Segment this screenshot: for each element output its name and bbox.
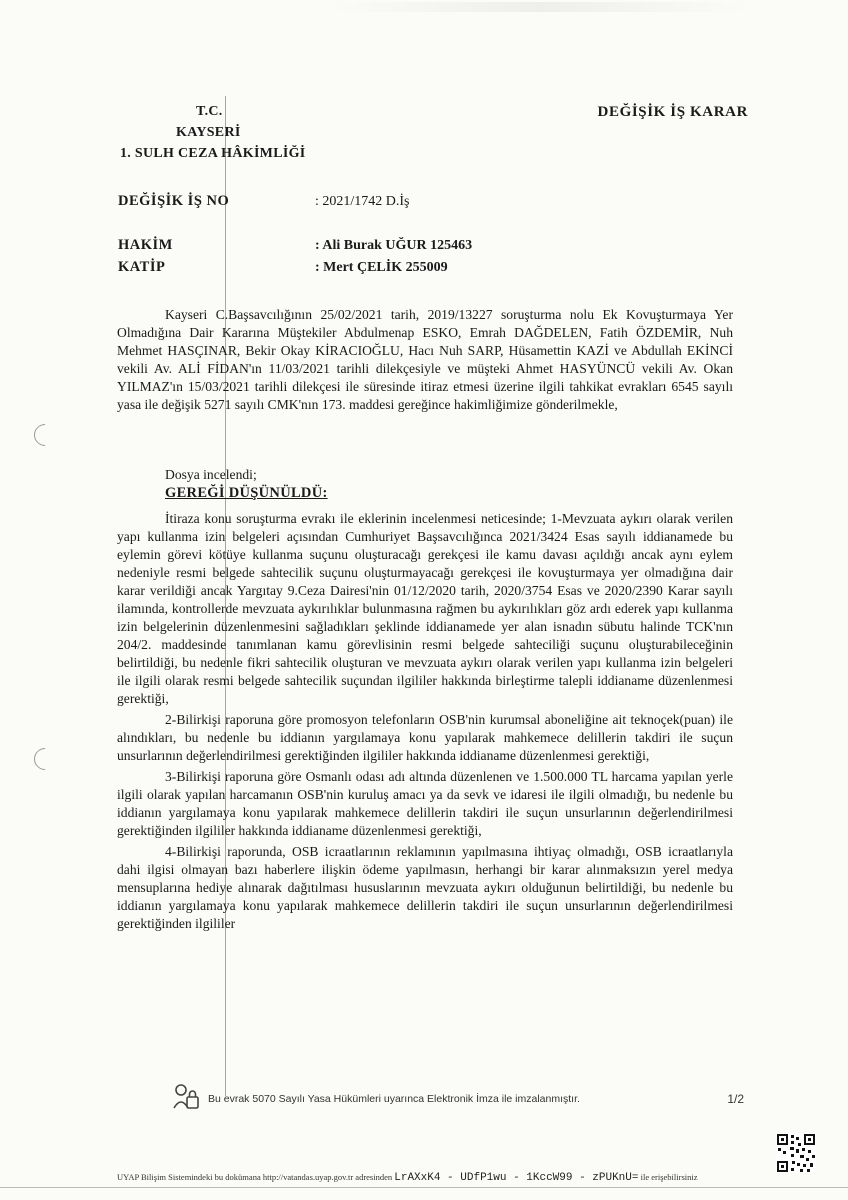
verification-code: LrAXxK4 - UDfP1wu - 1KccW99 - zPUKnU=: [394, 1172, 639, 1184]
e-signature-icon: [172, 1082, 202, 1112]
header-tc: T.C.: [196, 104, 223, 119]
judge-value: : Ali Burak UĞUR 125463: [315, 238, 473, 253]
signature-text: Bu evrak 5070 Sayılı Yasa Hükümleri uyarınca Elektronik İmza ile imzalanmıştır.: [208, 1093, 580, 1105]
reason-paragraph-1: İtiraza konu soruşturma evrakı ile eklerinin incelenmesi neticesinde; 1-Mevzuata aykırı olarak verilen yapı kullanma izin belgeleri açısından Cumhuriyet Başsavcılığınca 2021/3424 Esas sayılı iddianamede bu eylemin görevi kötüye kullanma suçunu oluşturacağı gerekçesi ile kamu davası açıldığı ancak aynı eylem nedeniyle resmi belgede sahtecilik suçunu oluşturmayacağı gerekçesi ile kovuşturmaya yer olmadığına dair karar verildiği ancak Yargıtay 9.Ceza Dairesi'nin 01/12/2020 tarih, 2020/3754 Esas ve 2020/2390 Karar sayılı ilamında, kontrollerde mevzuata aykırılıklar bulunmasına rağmen bu aykırılıkları göz ardı ederek yapı kullanma izin belgelerinin düzenlenmesini sağladıkları şeklinde iddianamede yer alan isnadın sübutu halinde TCK'nın 204/2. maddesinde tanımlanan kamu görevlisinin resmi belgede sahteciliği suçunu oluşturabileceğinin belirtildiği, bu nedenle fikri sahtecilik oluşturan ve mevzuata aykırı olarak verilen yapı kullanma izin belgeleri ile ilgili olarak resmi belgede sahtecilik suçundan ilgililer hakkında birleştirme talepli iddianame düzenlenmesi gerektiği,: [117, 511, 733, 706]
uyap-footer-prefix: UYAP Bilişim Sistemindeki bu dokümana http://vatandas.uyap.gov.tr adresinden: [117, 1172, 393, 1182]
intro-paragraph: Kayseri C.Başsavcılığının 25/02/2021 tarih, 2019/13227 soruşturma nolu Ek Kovuşturmaya Yer Olmadığına Dair Kararına Müştekiler Abdulmenap ESKO, Emrah DAĞDELEN, Fatih ÖZDEMİR, Nuh Mehmet HASÇINAR, Bekir Okay KİRACIOĞLU, Hacı Nuh SARP, Hüsamettin KAZİ ve Abdullah EKİNCİ vekili Av. ALİ FİDAN'ın 11/03/2021 tarihli dilekçesiyle ve müşteki Ahmet HASYÜNCÜ vekili Av. Okan YILMAZ'ın 15/03/2021 tarihli dilekçesi ile süresinde itiraz etmesi üzerine ilgili tahkikat evrakları 6545 sayılı yasa ile değişik 5271 sayılı CMK'nın 173. maddesi gereğince hakimliğimize gönderilmekle,: [117, 307, 733, 412]
case-number-value: : 2021/1742 D.İş: [315, 194, 410, 209]
reason-paragraph-2: 2-Bilirkişi raporuna göre promosyon telefonların OSB'nin kurumsal aboneliğine ait teknoçek(puan) ile alındıkları, bu nedenle bu iddianın yargılamaya konu yapılarak mahkemece delillerin takdiri ile suçun unsurlarının değerlendirilmesi gerektiğinden ilgililer hakkında iddianame düzenlenmesi gerektiği,: [117, 712, 733, 763]
uyap-footer-suffix: ile erişebilirsiniz: [640, 1172, 698, 1182]
page-number: 1/2: [727, 1092, 744, 1106]
clerk-value: : Mert ÇELİK 255009: [315, 260, 448, 275]
document-type-title: DEĞİŞİK İŞ KARAR: [597, 104, 748, 120]
decision-heading: GEREĞİ DÜŞÜNÜLDÜ:: [165, 485, 328, 501]
file-reviewed-line: Dosya incelendi;: [165, 467, 257, 482]
scan-streak: [330, 2, 750, 12]
judge-label: HAKİM: [118, 237, 173, 253]
decision-body: [117, 510, 733, 936]
uyap-footer: [117, 1172, 698, 1184]
reason-paragraph-4: 4-Bilirkişi raporunda, OSB icraatlarının reklamının yapılmasına ihtiyaç olmadığı, OSB icraatlarıyla dahi ilgisi olmayan bazı haberlere ilişkin ödeme yapılmasın, herhangi bir karar alınmaksızın yerel medya mensuplarına hediye alınarak dağıtılması hususlarının mevzuata aykırı olduğunun belirtildiği, bu nedenle bu iddianın yargılamaya konu yapılarak mahkemece delillerin takdiri ile suçun unsurlarının değerlendirilmesi gerektiğinden ilgililer: [117, 844, 733, 931]
qr-code-icon: [776, 1133, 816, 1173]
header-court: 1. SULH CEZA HÂKİMLİĞİ: [120, 146, 306, 161]
header-city: KAYSERİ: [176, 125, 241, 140]
reason-paragraph-3: 3-Bilirkişi raporuna göre Osmanlı odası adı altında düzenlenen ve 1.500.000 TL harcama yapılan yerle ilgili olarak yapılan harcamanın OSB'nin kuruluş amacı ya da sevk ve idaresi ile ilgili olmadığı, bu nedenle bu iddianın yargılamaya konu yapılarak mahkemece delillerin takdiri ile suçun unsurlarının değerlendirilmesi gerektiğinden ilgililer hakkında iddianame düzenlenmesi gerektiği,: [117, 769, 733, 838]
e-signature-note: [172, 1082, 748, 1112]
intro-paragraph-block: [117, 306, 733, 417]
clerk-label: KATİP: [118, 259, 166, 275]
punch-hole-mark: [29, 743, 60, 774]
case-number-label: DEĞİŞİK İŞ NO: [118, 193, 230, 209]
punch-hole-mark: [29, 419, 60, 450]
footer-divider: [0, 1187, 848, 1188]
